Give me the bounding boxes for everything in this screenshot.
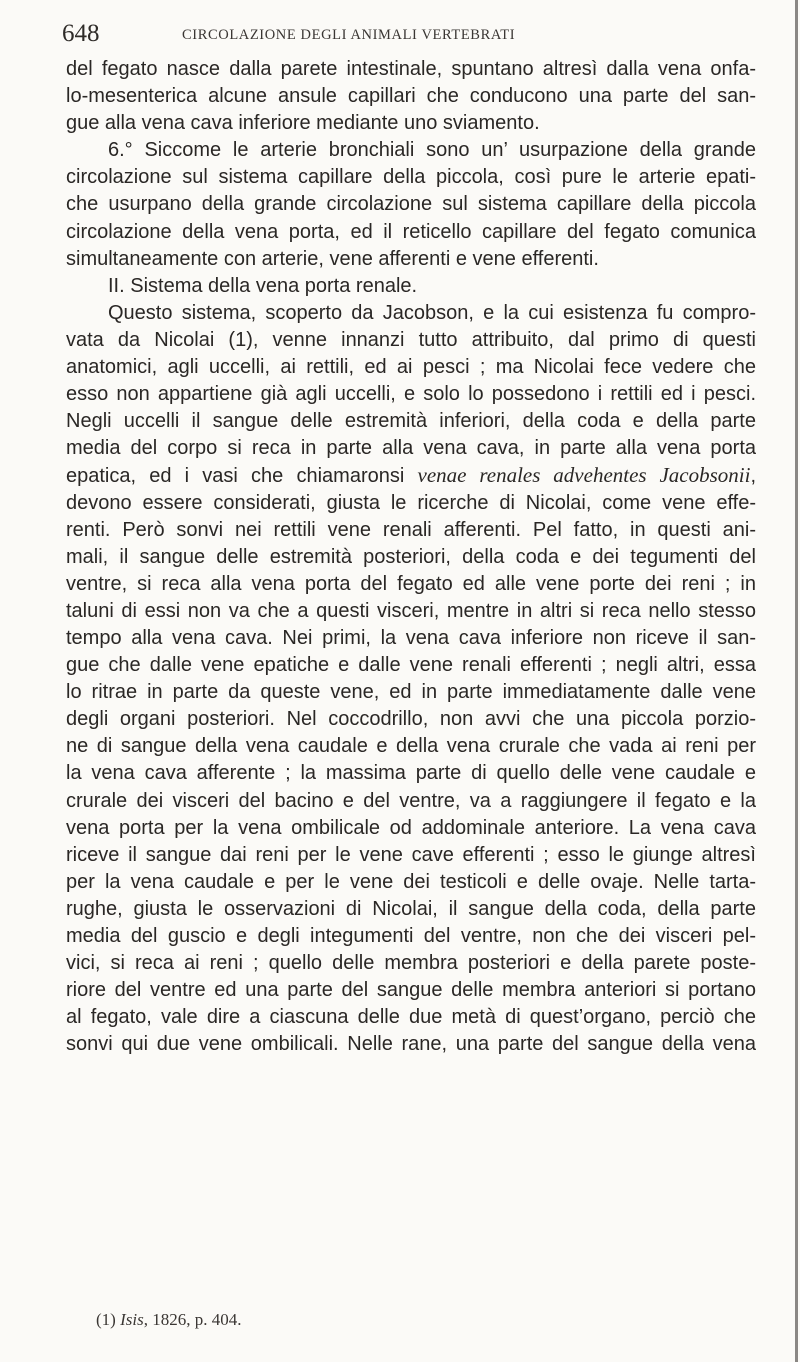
text-line: media del corpo si reca in parte alla vena cava, in parte alla vena porta (66, 437, 756, 460)
footnote (96, 1310, 241, 1330)
text-line: al fegato, vale dire a ciascuna delle due metà di quest’organo, perciò che (66, 1006, 756, 1029)
page-number: 648 (62, 20, 100, 47)
text-line: lo ritrae in parte da queste vene, ed in parte immediatamente dalle vene (66, 681, 756, 704)
italic-term: venae renales advehentes Jacobsonii (417, 463, 751, 488)
text-line: vata da Nicolai (1), venne innanzi tutto attribuito, dal primo di questi (66, 328, 756, 351)
text-line: taluni di essi non va che a questi visceri, mentre in altri si reca nello stesso (66, 599, 756, 622)
text-line: esso non appartiene già agli uccelli, e solo lo possedono i rettili ed i pesci. (66, 383, 756, 406)
text-line: circolazione della vena porta, ed il reticello capillare del fegato comunica (66, 220, 756, 243)
text-line: tempo alla vena cava. Nei primi, la vena cava inferiore non riceve il san- (66, 626, 756, 649)
text-line: mali, il sangue delle estremità posteriori, della coda e dei tegumenti del (66, 545, 756, 568)
text-segment: epatica, ed i vasi che chiamaronsi (66, 465, 405, 488)
body-text (66, 56, 756, 1058)
section-heading: II. Sistema della vena porta renale. (108, 274, 418, 297)
text-line: gue alla vena cava inferiore mediante uno sviamento. (66, 112, 540, 135)
text-line: Negli uccelli il sangue delle estremità inferiori, della coda e della parte (66, 410, 756, 433)
text-line: la vena cava afferente ; la massima parte di quello delle vene caudale e (66, 762, 756, 785)
text-segment: , (750, 465, 756, 488)
text-line: vici, si reca ai reni ; quello delle membra posteriori e della parete poste- (66, 952, 756, 975)
text-line: riceve il sangue dai reni per le vene cave efferenti ; esso le giunge altresì (66, 843, 756, 866)
text-line: riore del ventre ed una parte del sangue delle membra anteriori si portano (66, 979, 756, 1002)
text-line: ne di sangue della vena caudale e della vena crurale che vada ai reni per (66, 735, 756, 758)
running-head: CIRCOLAZIONE DEGLI ANIMALI VERTEBRATI (182, 27, 516, 43)
text-line: crurale dei visceri del bacino e del ventre, va a raggiungere il fegato e la (66, 789, 756, 812)
page-header (62, 20, 752, 56)
page-edge-line (795, 0, 798, 1362)
text-line: per la vena caudale e per le vene dei testicoli e delle ovaje. Nelle tarta- (66, 870, 756, 893)
text-line: 6.° Siccome le arterie bronchiali sono un’ usurpazione della grande (108, 139, 756, 162)
text-line: del fegato nasce dalla parete intestinale, spuntano altresì dalla vena onfa- (66, 58, 756, 80)
text-line: Questo sistema, scoperto da Jacobson, e la cui esistenza fu compro- (108, 301, 756, 324)
footnote-source: Isis (120, 1310, 144, 1329)
text-line: simultaneamente con arterie, vene afferenti e vene efferenti. (66, 247, 599, 270)
text-line: lo-mesenterica alcune ansule capillari che conducono una parte del san- (66, 85, 756, 108)
text-line: gue che dalle vene epatiche e dalle vene renali efferenti ; negli altri, essa (66, 654, 756, 677)
text-line: anatomici, agli uccelli, ai rettili, ed ai pesci ; ma Nicolai fece vedere che (66, 356, 756, 379)
text-line: sonvi qui due vene ombilicali. Nelle rane, una parte del sangue della vena (66, 1033, 756, 1056)
text-line: che usurpano della grande circolazione sul sistema capillare della piccola (66, 193, 756, 216)
text-line: degli organi posteriori. Nel coccodrillo, non avvi che una piccola porzio- (66, 708, 756, 731)
text-line: media del guscio e degli integumenti del ventre, non che dei visceri pel- (66, 925, 756, 947)
footnote-marker: (1) (96, 1310, 116, 1329)
text-line: renti. Però sonvi nei rettili vene renali afferenti. Pel fatto, in questi ani- (66, 518, 756, 541)
text-line: ventre, si reca alla vena porta del fegato ed alle vene porte dei reni ; in (66, 572, 756, 595)
text-line: devono essere considerati, giusta le ricerche di Nicolai, come vene effe- (66, 491, 756, 514)
text-line: circolazione sul sistema capillare della piccola, così pure le arterie epati- (66, 166, 756, 189)
text-line-with-italic (66, 462, 756, 489)
footnote-details: , 1826, p. 404. (143, 1310, 242, 1329)
text-line: vena porta per la vena ombilicale od addominale anteriore. La vena cava (66, 816, 756, 839)
text-line: rughe, giusta le osservazioni di Nicolai, il sangue della coda, della parte (66, 897, 756, 920)
